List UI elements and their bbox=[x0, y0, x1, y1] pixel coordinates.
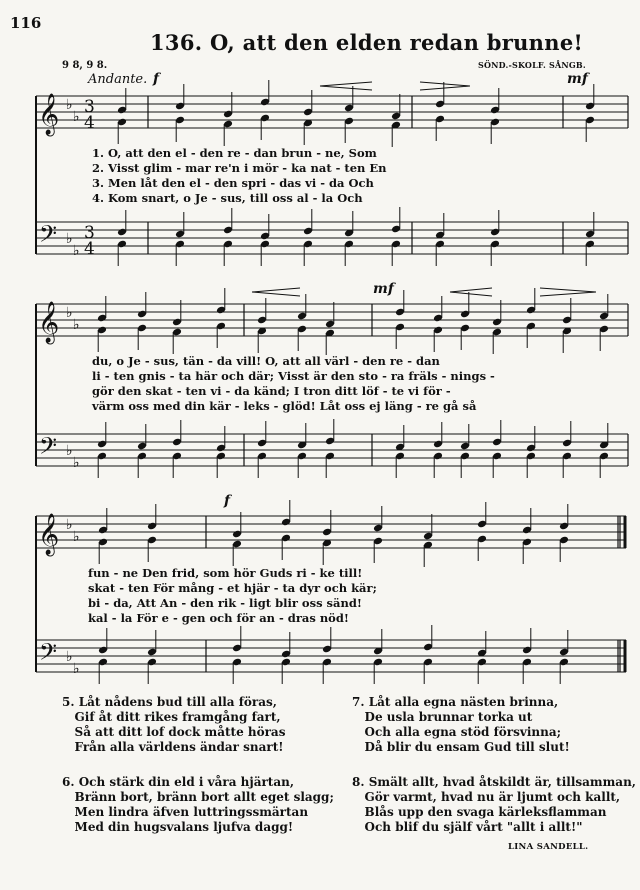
dynamic-marking: mf bbox=[567, 71, 588, 87]
verse-line: Gif åt ditt rikes framgång fart, bbox=[74, 710, 281, 724]
verse-line: Gör varmt, hvad nu är ljumt och kallt, bbox=[364, 790, 621, 804]
verse-7 bbox=[352, 695, 570, 755]
verse-number: 5. bbox=[62, 695, 75, 709]
lyric-line: kal - la För e - gen och för an - dras nöd! bbox=[88, 611, 349, 625]
tune-source: SÖND.-SKOLF. SÅNGB. bbox=[478, 60, 586, 70]
verse-number: 8. bbox=[352, 775, 365, 789]
verse-line: Och blif du själf vårt "allt i allt!" bbox=[364, 820, 583, 834]
flat-icon: ♭ bbox=[73, 661, 80, 677]
flat-icon: ♭ bbox=[66, 517, 73, 533]
bass-clef-icon: 𝄢 bbox=[39, 638, 58, 671]
verse-5 bbox=[62, 695, 285, 755]
verse-line: Låt nådens bud till alla föras, bbox=[78, 695, 277, 709]
lyric-line: bi - da, Att An - den rik - ligt blir oss sänd! bbox=[88, 596, 362, 610]
lyric-line: 3. Men låt den el - den spri - das vi - da Och bbox=[92, 176, 374, 190]
verse-number: 7. bbox=[352, 695, 365, 709]
hymn-number: 136. bbox=[150, 30, 203, 55]
flat-icon: ♭ bbox=[73, 109, 80, 125]
flat-icon: ♭ bbox=[66, 443, 73, 459]
verse-line: De usla brunnar torka ut bbox=[364, 710, 533, 724]
verse-line: Bränn bort, bränn bort allt eget slagg; bbox=[74, 790, 334, 804]
verse-number: 6. bbox=[62, 775, 75, 789]
crescendo-hairpin bbox=[320, 82, 372, 90]
author: LINA SANDELL. bbox=[508, 842, 589, 852]
lyric-line: skat - ten För mång - et hjär - ta dyr och kär; bbox=[88, 581, 377, 595]
time-signature: 4 bbox=[84, 239, 95, 259]
dynamic-marking: mf bbox=[373, 281, 394, 297]
bass-clef-icon: 𝄢 bbox=[39, 220, 58, 253]
verse-8 bbox=[352, 775, 636, 835]
lyric-line: li - ten gnis - ta här och där; Visst är den sto - ra fräls - nings - bbox=[92, 369, 495, 383]
verse-line: Från alla världens ändar snart! bbox=[74, 740, 284, 754]
flat-icon: ♭ bbox=[66, 305, 73, 321]
page-number: 116 bbox=[10, 14, 42, 32]
lyric-line: gör den skat - ten vi - da känd; I tron ditt löf - te vi för - bbox=[92, 384, 451, 398]
flat-icon: ♭ bbox=[73, 529, 80, 545]
verse-line: Men lindra äfven luttringssmärtan bbox=[74, 805, 309, 819]
meter: 9 8, 9 8. bbox=[62, 60, 108, 71]
verse-6 bbox=[62, 775, 334, 835]
lyric-line: 2. Visst glim - mar re'n i mör - ka nat - ten En bbox=[92, 161, 387, 175]
decrescendo-hairpin bbox=[540, 288, 596, 296]
decrescendo-hairpin bbox=[420, 82, 470, 90]
verse-line: Blås upp den svaga kärleksflamman bbox=[364, 805, 607, 819]
verse-line: Låt alla egna nästen brinna, bbox=[368, 695, 559, 709]
time-signature: 3 bbox=[84, 223, 95, 243]
flat-icon: ♭ bbox=[73, 317, 80, 333]
verse-line: Och stärk din eld i våra hjärtan, bbox=[78, 775, 295, 789]
verse-line: Med din hugsvalans ljufva dagg! bbox=[74, 820, 294, 834]
verse-line: Så att ditt lof dock måtte höras bbox=[74, 725, 286, 739]
lyric-line: fun - ne Den frid, som hör Guds ri - ke till! bbox=[88, 566, 363, 580]
flat-icon: ♭ bbox=[66, 231, 73, 247]
flat-icon: ♭ bbox=[73, 455, 80, 471]
crescendo-hairpin bbox=[252, 288, 300, 296]
crescendo-hairpin bbox=[450, 288, 492, 296]
treble-clef-icon: 𝄞 bbox=[38, 514, 60, 555]
verse-line: Smält allt, hvad åtskildt är, tillsamman, bbox=[368, 775, 636, 789]
flat-icon: ♭ bbox=[66, 97, 73, 113]
dynamic-marking: f bbox=[224, 493, 231, 509]
lyric-line: 4. Kom snart, o Je - sus, till oss al - la Och bbox=[92, 191, 363, 205]
verse-line: Och alla egna stöd försvinna; bbox=[364, 725, 562, 739]
lyric-line: värm oss med din kär - leks - glöd! Låt oss ej läng - re gå så bbox=[92, 399, 477, 413]
flat-icon: ♭ bbox=[66, 649, 73, 665]
time-signature: 3 bbox=[84, 97, 95, 117]
hymn-title-text: O, att den elden redan brunne! bbox=[209, 30, 583, 55]
flat-icon: ♭ bbox=[73, 243, 80, 259]
verse-line: Då blir du ensam Gud till slut! bbox=[364, 740, 570, 754]
lyric-line: du, o Je - sus, tän - da vill! O, att all värl - den re - dan bbox=[92, 354, 440, 368]
treble-clef-icon: 𝄞 bbox=[38, 302, 60, 343]
time-signature: 4 bbox=[84, 113, 95, 133]
dynamic-marking: f bbox=[153, 71, 160, 87]
treble-clef-icon: 𝄞 bbox=[38, 94, 60, 135]
bass-clef-icon: 𝄢 bbox=[39, 432, 58, 465]
tempo-marking: Andante. bbox=[88, 72, 148, 87]
lyric-line: 1. O, att den el - den re - dan brun - ne, Som bbox=[92, 146, 377, 160]
